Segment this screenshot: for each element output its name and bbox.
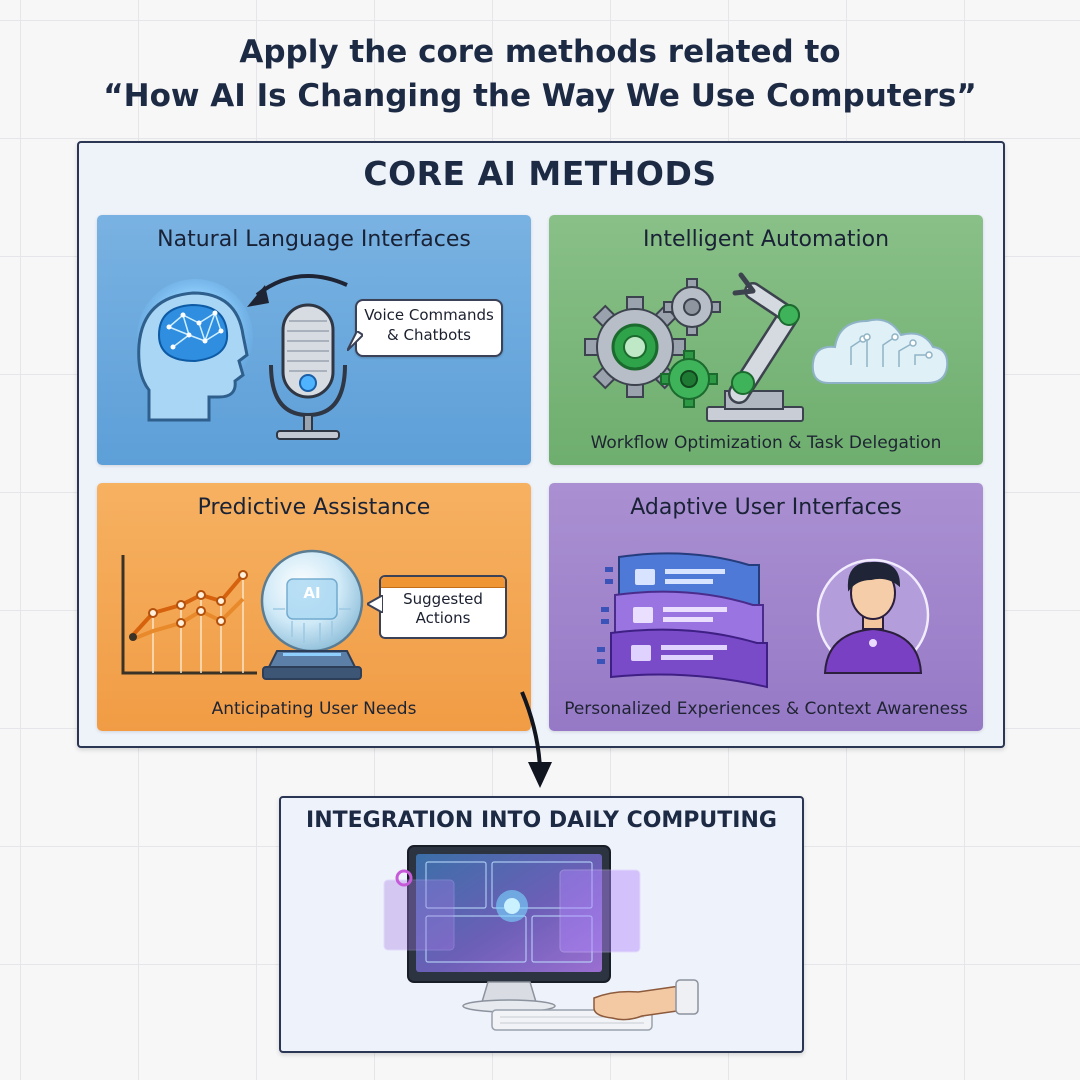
- speech-bubble: [355, 299, 503, 357]
- flow-arrow-icon: [500, 690, 580, 794]
- panel-caption: Anticipating User Needs: [211, 699, 417, 719]
- aui-illustration: [549, 483, 983, 731]
- panel-title: Intelligent Automation: [642, 227, 890, 252]
- panel-caption: Workflow Optimization & Task Delegation: [590, 433, 942, 453]
- robotic-arm-icon: [707, 275, 803, 421]
- panel-predictive-assistance: [97, 483, 531, 731]
- panel-title: Adaptive User Interfaces: [630, 495, 902, 520]
- card-line-2: Actions: [415, 609, 471, 627]
- ai-head-icon: [137, 279, 253, 420]
- panel-title: Predictive Assistance: [197, 495, 431, 520]
- line-chart-icon: [123, 555, 257, 673]
- title-line-1: Apply the core methods related to: [239, 34, 841, 70]
- ia-illustration: [549, 215, 983, 465]
- page-title: [40, 30, 1040, 118]
- curved-arrow-icon: [247, 276, 347, 307]
- cloud-circuit-icon: [813, 320, 947, 383]
- bubble-tail: [347, 331, 363, 351]
- panel-intelligent-automation: [549, 215, 983, 465]
- panel-caption: Personalized Experiences & Context Awareness: [564, 699, 968, 719]
- window-titlebar: [381, 577, 505, 588]
- crystal-ball-icon: [262, 551, 362, 679]
- bubble-line-1: Voice Commands: [364, 306, 494, 324]
- integration-title: INTEGRATION INTO DAILY COMPUTING: [306, 808, 777, 833]
- panel-natural-language-interfaces: [97, 215, 531, 465]
- microphone-icon: [271, 305, 345, 439]
- user-avatar-icon: [818, 560, 928, 673]
- crystal-ai-label: AI: [303, 584, 321, 602]
- hand-icon: [594, 980, 698, 1020]
- bubble-line-2: & Chatbots: [387, 326, 471, 344]
- core-methods-title: CORE AI METHODS: [363, 154, 717, 193]
- gears-icon: [585, 279, 720, 407]
- panel-adaptive-user-interfaces: [549, 483, 983, 731]
- integration-illustration: [380, 840, 700, 1040]
- panel-title: Natural Language Interfaces: [157, 227, 471, 252]
- card-line-1: Suggested: [403, 590, 483, 608]
- layered-windows-icon: [597, 553, 767, 687]
- suggested-actions-card: [379, 575, 507, 639]
- card-tail: [367, 595, 383, 613]
- title-line-2: “How AI Is Changing the Way We Use Computers”: [103, 78, 977, 114]
